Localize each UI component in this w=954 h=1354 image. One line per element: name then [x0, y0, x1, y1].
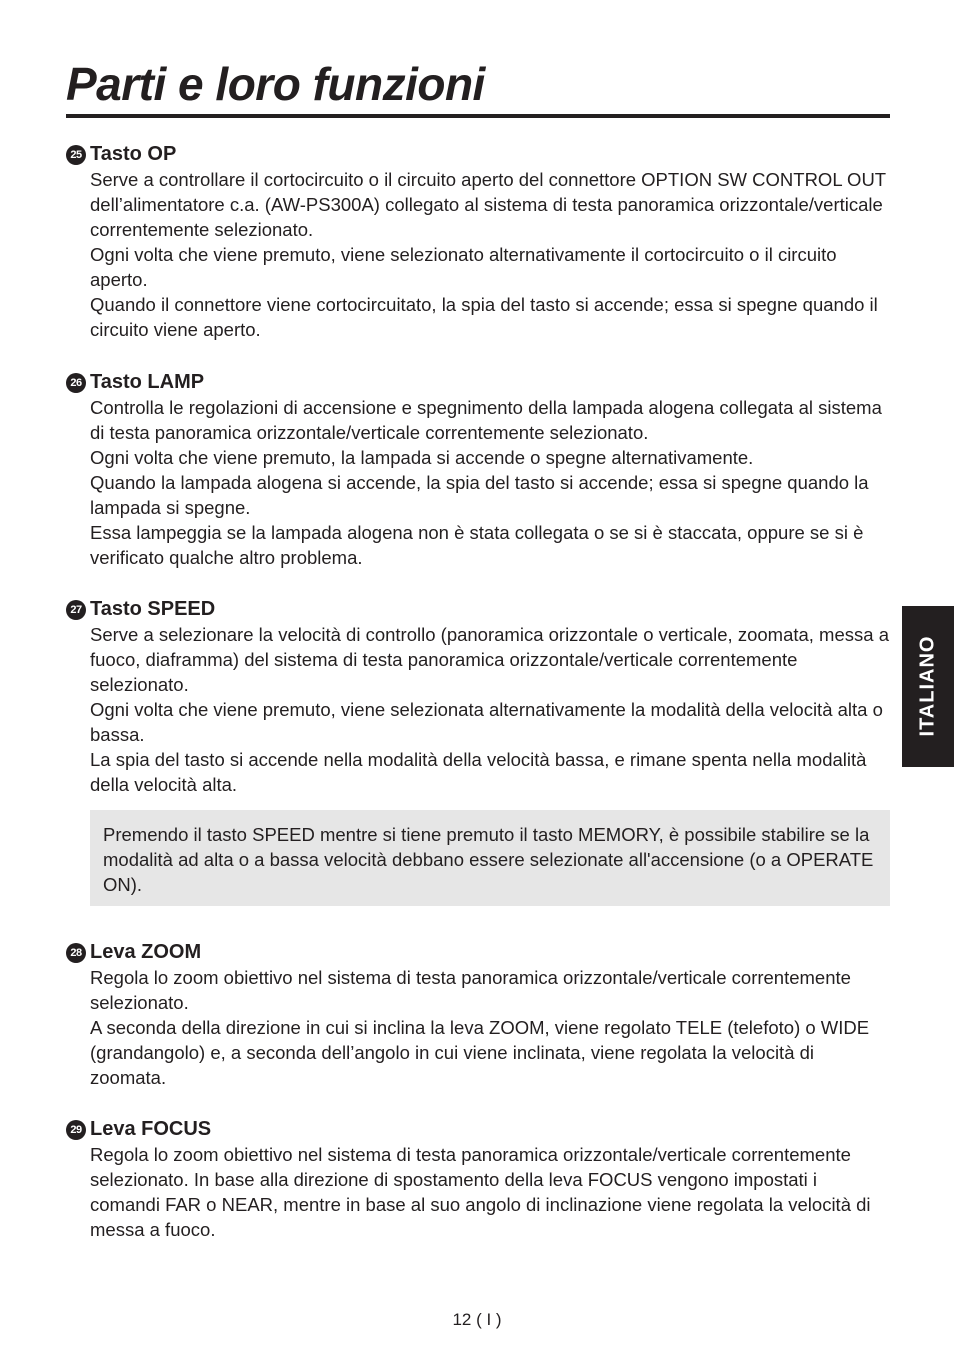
section-heading [66, 1116, 892, 1142]
language-label: ITALIANO [916, 635, 939, 737]
section-body [90, 395, 892, 570]
paragraph: Quando il connettore viene cortocircuitato, la spia del tasto si accende; essa si spegne quando il circuito viene aperto. [90, 294, 878, 340]
paragraph: Controlla le regolazioni di accensione e spegnimento della lampada alogena collegata al sistema di testa panoramica orizzontale/verticale correntemente selezionato. [90, 397, 882, 443]
paragraph: Serve a controllare il cortocircuito o il circuito aperto del connettore OPTION SW CONTROL OUT dell’alimentatore c.a. (AW-PS300A) collegato al sistema di testa panoramica orizzontale/verticale correntemente selezionato. [90, 169, 886, 240]
section-body [90, 622, 892, 797]
page-title: Parti e loro funzioni [66, 58, 485, 110]
paragraph: Essa lampeggia se la lampada alogena non è stata collegata o se si è staccata, oppure se si è verificato qualche altro problema. [90, 522, 864, 568]
number-25-icon: 25 [66, 145, 86, 165]
section-title: Leva ZOOM [90, 941, 202, 963]
paragraph: La spia del tasto si accende nella modalità della velocità bassa, e rimane spenta nella modalità della velocità alta. [90, 749, 867, 795]
number-29-icon: 29 [66, 1120, 86, 1140]
section-heading [66, 939, 892, 965]
section-tasto-speed [66, 596, 892, 797]
section-title: Tasto OP [90, 143, 177, 165]
section-title: Tasto SPEED [90, 598, 216, 620]
section-leva-focus [66, 1116, 892, 1242]
section-body [90, 965, 892, 1090]
paragraph: Regola lo zoom obiettivo nel sistema di testa panoramica orizzontale/verticale correntemente selezionato. [90, 967, 851, 1013]
language-side-tab [902, 606, 954, 767]
section-body [90, 1142, 892, 1242]
paragraph: Ogni volta che viene premuto, viene selezionato alternativamente il cortocircuito o il circuito aperto. [90, 244, 837, 290]
section-leva-zoom [66, 939, 892, 1090]
section-body [90, 167, 892, 342]
section-heading [66, 596, 892, 622]
paragraph: Ogni volta che viene premuto, viene selezionata alternativamente la modalità della velocità alta o bassa. [90, 699, 883, 745]
paragraph: Serve a selezionare la velocità di controllo (panoramica orizzontale o verticale, zoomata, messa a fuoco, diaframma) del sistema di testa panoramica orizzontale/verticale correntemente selezionato. [90, 624, 889, 695]
section-tasto-lamp [66, 369, 892, 570]
number-26-icon: 26 [66, 373, 86, 393]
title-rule [66, 114, 890, 118]
number-28-icon: 28 [66, 943, 86, 963]
section-title: Tasto LAMP [90, 371, 205, 393]
number-27-icon: 27 [66, 600, 86, 620]
section-tasto-op [66, 141, 892, 342]
note-box: Premendo il tasto SPEED mentre si tiene premuto il tasto MEMORY, è possibile stabilire se la modalità ad alta o a bassa velocità debbano essere selezionate all'accensione (o a OPERATE ON). [90, 810, 890, 906]
section-heading [66, 369, 892, 395]
paragraph: Regola lo zoom obiettivo nel sistema di testa panoramica orizzontale/verticale correntemente selezionato. In base alla direzione di spostamento della leva FOCUS vengono impostati i comandi FAR o NEAR, mentre in base al suo angolo di inclinazione viene regolata la velocità di messa a fuoco. [90, 1144, 871, 1240]
section-title: Leva FOCUS [90, 1118, 212, 1140]
paragraph: Ogni volta che viene premuto, la lampada si accende o spegne alternativamente. [90, 447, 754, 468]
paragraph: Quando la lampada alogena si accende, la spia del tasto si accende; essa si spegne quando la lampada si spegne. [90, 472, 869, 518]
paragraph: A seconda della direzione in cui si inclina la leva ZOOM, viene regolato TELE (telefoto) o WIDE (grandangolo) e, a seconda dell’angolo in cui viene inclinata, viene regolata la velocità di zoomata. [90, 1017, 870, 1088]
page-number: 12 ( I ) [452, 1310, 502, 1329]
section-heading [66, 141, 892, 167]
